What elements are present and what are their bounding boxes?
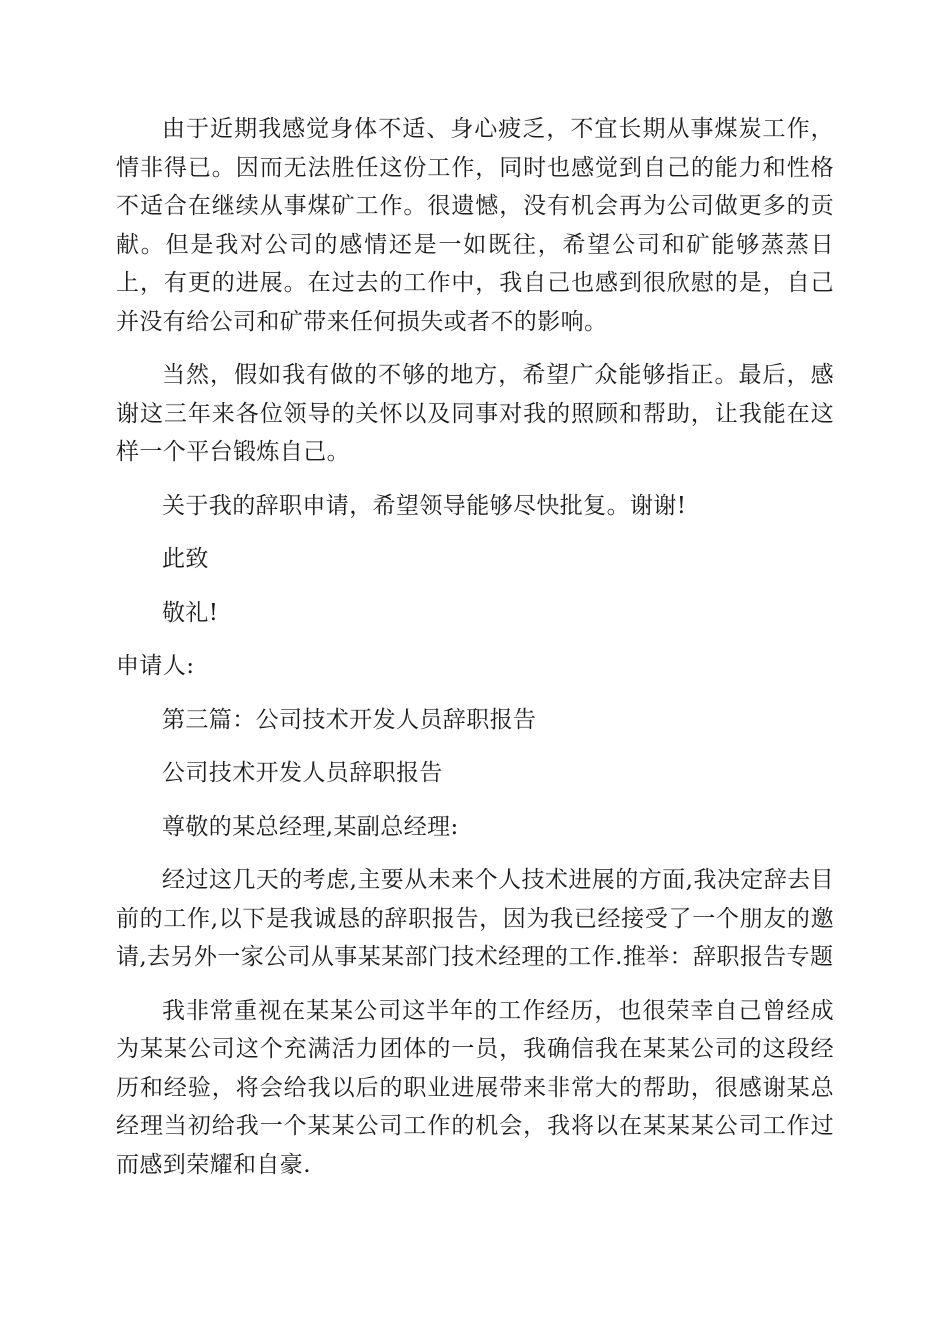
paragraph-decision: 经过这几天的考虑,主要从未来个人技术进展的方面,我决定辞去目前的工作,以下是我诚恳的辞职报告，因为我已经接受了一个朋友的邀请,去另外一家公司从事某某部门技术经理的工作.推举：辞职报告专题 [116,867,834,970]
paragraph-health-reason: 由于近期我感觉身体不适、身心疲乏，不宜长期从事煤炭工作，情非得已。因而无法胜任这份工作，同时也感觉到自己的能力和性格不适合在继续从事煤矿工作。很遗憾，没有机会再为公司做更多的贡献。但是我对公司的感情还是一如既往，希望公司和矿能够蒸蒸日上，有更的进展。在过去的工作中，我自己也感到很欣慰的是，自己并没有给公司和矿带来任何损失或者不的影响。 [116,116,834,335]
closing-regards: 敬礼! [162,599,219,626]
report-title: 公司技术开发人员辞职报告 [162,760,443,786]
applicant-label: 申请人: [116,653,195,679]
paragraph-request: 关于我的辞职申请，希望领导能够尽快批复。谢谢! [162,492,687,519]
letter-greeting: 尊敬的某总经理,某副总经理: [162,813,459,840]
closing-salutation: 此致 [162,546,209,572]
paragraph-gratitude: 我非常重视在某某公司这半年的工作经历，也很荣幸自己曾经成为某某公司这个充满活力团体的一员，我确信我在某某公司的这段经历和经验，将会给我以后的职业进展带来非常大的帮助，很感谢某总经理当初给我一个某某公司工作的机会，我将以在某某某公司工作过而感到荣耀和自豪. [116,997,834,1178]
document-page [116,110,834,1199]
paragraph-thanks: 当然，假如我有做的不够的地方，希望广众能够指正。最后，感谢这三年来各位领导的关怀以及同事对我的照顾和帮助，让我能在这样一个平台锻炼自己。 [116,362,834,465]
section-heading: 第三篇：公司技术开发人员辞职报告 [162,706,537,733]
